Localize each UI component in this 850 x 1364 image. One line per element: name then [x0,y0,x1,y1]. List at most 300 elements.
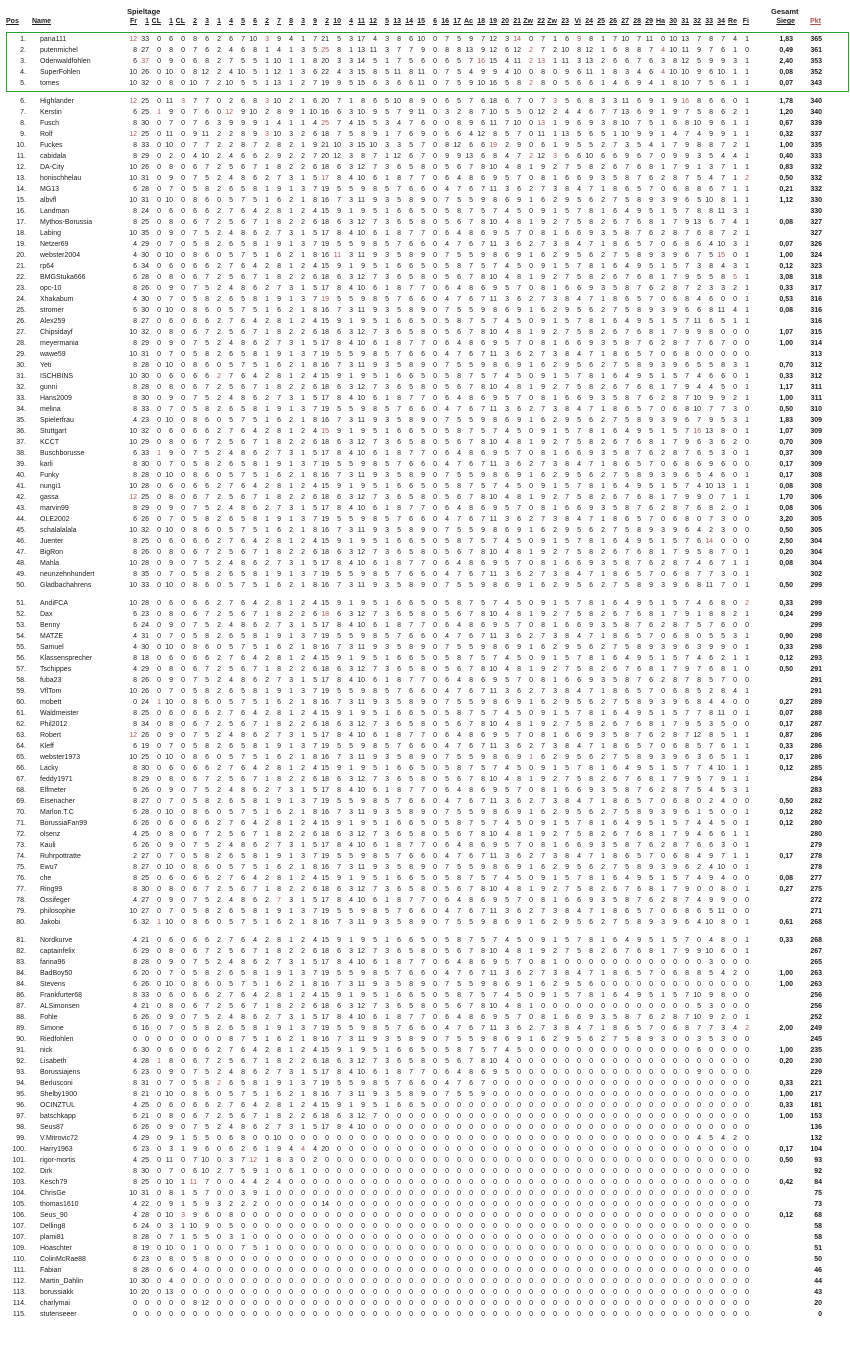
matchday-value-cell: 5 [673,373,677,380]
matchday-value-cell: 5 [445,776,449,783]
matchday-value-cell: 4 [625,875,629,882]
matchday-value-cell: 9 [673,919,677,926]
matchday-value-cell: 0 [745,47,749,54]
matchday-value-cell: 0 [181,571,185,578]
pkt-cell: 361 [810,47,822,54]
matchday-value-cell: 9 [589,897,593,904]
matchday-value-cell: 5 [457,644,461,651]
matchday-value-cell: 1 [385,787,389,794]
matchday-value-cell: 9 [685,721,689,728]
matchday-value-cell: 5 [337,688,341,695]
matchday-value-cell: 5 [337,36,341,43]
matchday-value-cell: 0 [181,329,185,336]
pos-cell: 17. [16,219,26,226]
matchday-value-cell: 7 [445,197,449,204]
matchday-value-cell: 7 [565,549,569,556]
matchday-value-cell: 8 [133,571,137,578]
matchday-value-cell: 6 [169,373,173,380]
matchday-value-cell: 7 [625,549,629,556]
matchday-value-cell: 4 [229,285,233,292]
matchday-value-cell: 2 [661,560,665,567]
matchday-value-cell: 7 [541,47,545,54]
matchday-value-cell: 0 [745,677,749,684]
matchday-value-cell: 32 [141,428,149,435]
player-name: Ossifeger [40,897,70,904]
matchday-value-cell: 7 [469,875,473,882]
matchday-value-cell: 6 [637,721,641,728]
matchday-value-cell: 3 [385,47,389,54]
matchday-value-cell: 3 [385,80,389,87]
matchday-value-cell: 8 [673,787,677,794]
matchday-value-cell: 8 [373,186,377,193]
matchday-value-cell: 6 [193,831,197,838]
matchday-value-cell: 4 [313,483,317,490]
matchday-value-cell: 5 [565,875,569,882]
matchday-value-cell: 7 [313,688,317,695]
matchday-value-cell: 9 [589,732,593,739]
matchday-value-cell: 7 [721,582,725,589]
matchday-value-cell: 7 [565,274,569,281]
matchday-value-cell: 1 [265,549,269,556]
matchday-value-cell: 6 [685,417,689,424]
matchday-value-cell: 9 [169,109,173,116]
matchday-value-cell: 5 [205,230,209,237]
matchday-value-cell: 8 [673,450,677,457]
matchday-value-cell: 6 [469,186,473,193]
matchday-value-cell: 4 [709,937,713,944]
matchday-value-cell: 7 [565,721,569,728]
matchday-value-cell: 1 [265,1003,269,1010]
matchday-column-header-19: 4 [349,18,353,25]
matchday-value-cell: 8 [193,197,197,204]
matchday-value-cell: 6 [613,831,617,838]
matchday-value-cell: 6 [133,743,137,750]
matchday-value-cell: 23 [141,417,149,424]
pkt-cell: 340 [810,109,822,116]
matchday-value-cell: 6 [589,582,593,589]
matchday-value-cell: 5 [709,274,713,281]
matchday-value-cell: 2 [217,69,221,76]
matchday-value-cell: 9 [637,131,641,138]
matchday-value-cell: 6 [397,937,401,944]
matchday-value-cell: 0 [733,98,737,105]
matchday-value-cell: 1 [385,710,389,717]
matchday-value-cell: 7 [721,219,725,226]
matchday-value-cell: 0 [181,142,185,149]
matchday-value-cell: 6 [589,307,593,314]
matchday-value-cell: 6 [445,131,449,138]
matchday-value-cell: 6 [589,809,593,816]
matchday-value-cell: 5 [469,809,473,816]
matchday-value-cell: 0 [157,831,161,838]
matchday-value-cell: 7 [397,58,401,65]
matchday-value-cell: 4 [577,688,581,695]
pos-cell: 27. [16,329,26,336]
matchday-value-cell: 5 [397,417,401,424]
matchday-value-cell: 5 [397,644,401,651]
matchday-value-cell: 6 [577,622,581,629]
matchday-value-cell: 8 [469,285,473,292]
matchday-value-cell: 7 [229,58,233,65]
matchday-value-cell: 7 [649,908,653,915]
matchday-value-cell: 0 [157,36,161,43]
matchday-value-cell: 6 [589,864,593,871]
matchday-value-cell: 29 [141,948,149,955]
matchday-value-cell: 5 [337,351,341,358]
matchday-value-cell: 7 [721,494,725,501]
matchday-value-cell: 1 [529,948,533,955]
matchday-value-cell: 9 [373,252,377,259]
matchday-value-cell: 9 [577,36,581,43]
matchday-value-cell: 10 [489,219,497,226]
matchday-value-cell: 9 [361,970,365,977]
matchday-value-cell: 2 [265,992,269,999]
siege-cell: 1,17 [779,384,793,391]
matchday-value-cell: 2 [601,164,605,171]
matchday-value-cell: 5 [481,937,485,944]
matchday-value-cell: 4 [577,109,581,116]
matchday-value-cell: 7 [277,175,281,182]
matchday-value-cell: 6 [337,721,341,728]
matchday-value-cell: 9 [169,897,173,904]
matchday-value-cell: 1 [733,131,737,138]
matchday-value-cell: 5 [649,208,653,215]
matchday-value-cell: 5 [709,80,713,87]
matchday-value-cell: 9 [637,655,641,662]
matchday-value-cell: 5 [565,80,569,87]
matchday-value-cell: 3 [721,842,725,849]
matchday-value-cell: 8 [241,230,245,237]
matchday-value-cell: 9 [649,98,653,105]
matchday-value-cell: 7 [685,505,689,512]
matchday-value-cell: 0 [181,516,185,523]
matchday-value-cell: 5 [445,329,449,336]
matchday-value-cell: 7 [445,699,449,706]
matchday-value-cell: 8 [457,600,461,607]
matchday-value-cell: 9 [541,875,545,882]
matchday-value-cell: 0 [217,754,221,761]
matchday-value-cell: 18 [321,439,329,446]
matchday-value-cell: 2 [529,743,533,750]
matchday-value-cell: 5 [517,600,521,607]
matchday-value-cell: 9 [421,47,425,54]
matchday-value-cell: 8 [613,461,617,468]
matchday-value-cell: 7 [409,285,413,292]
matchday-value-cell: 3 [553,296,557,303]
matchday-value-cell: 5 [193,743,197,750]
matchday-value-cell: 2 [601,864,605,871]
matchday-value-cell: 10 [693,992,701,999]
matchday-value-cell: 4 [229,787,233,794]
matchday-value-cell: 4 [253,710,257,717]
matchday-value-cell: 7 [469,655,473,662]
matchday-value-cell: 8 [697,98,701,105]
matchday-value-cell: 7 [589,241,593,248]
matchday-value-cell: 7 [637,230,641,237]
matchday-value-cell: 0 [661,36,665,43]
matchday-value-cell: 0 [157,164,161,171]
matchday-value-cell: 7 [421,560,425,567]
matchday-value-cell: 3 [349,58,353,65]
matchday-value-cell: 1 [349,428,353,435]
matchday-value-cell: 6 [277,919,281,926]
matchday-value-cell: 5 [721,820,725,827]
matchday-value-cell: 7 [205,219,209,226]
matchday-value-cell: 5 [349,516,353,523]
matchday-value-cell: 5 [481,428,485,435]
matchday-value-cell: 7 [541,633,545,640]
matchday-value-cell: 8 [373,516,377,523]
matchday-value-cell: 6 [253,842,257,849]
matchday-value-cell: 0 [433,307,437,314]
matchday-value-cell: 0 [661,571,665,578]
matchday-value-cell: 1 [265,743,269,750]
matchday-value-cell: 6 [313,164,317,171]
matchday-value-cell: 12 [357,886,365,893]
matchday-value-cell: 6 [697,842,701,849]
matchday-value-cell: 0 [157,754,161,761]
matchday-value-cell: 25 [141,754,149,761]
matchday-value-cell: 5 [445,710,449,717]
matchday-value-cell: 0 [745,981,749,988]
matchday-value-cell: 2 [301,329,305,336]
matchday-value-cell: 6 [565,842,569,849]
matchday-value-cell: 4 [349,285,353,292]
matchday-value-cell: 0 [433,428,437,435]
matchday-value-cell: 6 [205,483,209,490]
matchday-value-cell: 7 [397,47,401,54]
matchday-value-cell: 7 [625,384,629,391]
matchday-value-cell: 19 [321,406,329,413]
matchday-value-cell: 6 [589,252,593,259]
matchday-value-cell: 19 [321,461,329,468]
matchday-value-cell: 29 [141,776,149,783]
matchday-value-cell: 0 [217,919,221,926]
matchday-value-cell: 1 [301,787,305,794]
matchday-value-cell: 10 [165,754,173,761]
matchday-value-cell: 8 [133,992,137,999]
siege-cell: 1,12 [779,197,793,204]
matchday-value-cell: 0 [529,109,533,116]
matchday-value-cell: 6 [565,285,569,292]
matchday-value-cell: 6 [241,483,245,490]
matchday-value-cell: 6 [397,666,401,673]
matchday-value-cell: 9 [361,908,365,915]
matchday-value-cell: 6 [505,47,509,54]
matchday-value-cell: 3 [349,527,353,534]
matchday-value-cell: 7 [313,461,317,468]
matchday-value-cell: 4 [697,483,701,490]
matchday-value-cell: 4 [313,120,317,127]
matchday-value-cell: 5 [313,842,317,849]
player-name: feddy1971 [40,776,73,783]
siege-cell: 0,07 [779,80,793,87]
matchday-value-cell: 6 [469,516,473,523]
matchday-value-cell: 6 [409,351,413,358]
matchday-value-cell: 5 [565,538,569,545]
matchday-value-cell: 3 [553,351,557,358]
matchday-value-cell: 0 [589,959,593,966]
matchday-value-cell: 5 [205,842,209,849]
matchday-value-cell: 2 [529,58,533,65]
pkt-cell: 263 [810,981,822,988]
matchday-value-cell: 5 [241,296,245,303]
matchday-value-cell: 10 [417,36,425,43]
matchday-value-cell: 1 [601,875,605,882]
matchday-value-cell: 21 [321,142,329,149]
matchday-value-cell: 6 [253,677,257,684]
matchday-value-cell: 0 [157,131,161,138]
matchday-value-cell: 8 [721,688,725,695]
matchday-value-cell: 2 [745,600,749,607]
matchday-value-cell: 9 [277,970,281,977]
matchday-value-cell: 6 [541,919,545,926]
matchday-value-cell: 8 [313,809,317,816]
matchday-value-cell: 5 [565,428,569,435]
matchday-value-cell: 6 [577,285,581,292]
matchday-value-cell: 5 [313,47,317,54]
matchday-value-cell: 6 [409,600,413,607]
matchday-value-cell: 20 [321,98,329,105]
matchday-value-cell: 26 [141,842,149,849]
matchday-value-cell: 5 [481,483,485,490]
matchday-value-cell: 5 [457,69,461,76]
matchday-value-cell: 7 [649,688,653,695]
matchday-value-cell: 2 [553,417,557,424]
matchday-value-cell: 7 [577,483,581,490]
matchday-value-cell: 9 [649,809,653,816]
matchday-value-cell: 0 [181,252,185,259]
matchday-value-cell: 8 [169,80,173,87]
matchday-value-cell: 5 [229,611,233,618]
matchday-value-cell: 7 [673,384,677,391]
matchday-value-cell: 18 [321,329,329,336]
pos-cell: 58. [16,677,26,684]
matchday-value-cell: 6 [337,274,341,281]
matchday-value-cell: 6 [397,439,401,446]
matchday-value-cell: 6 [253,732,257,739]
matchday-value-cell: 7 [517,959,521,966]
matchday-value-cell: 6 [205,981,209,988]
matchday-value-cell: 1 [301,252,305,259]
matchday-value-cell: 8 [493,582,497,589]
matchday-value-cell: 4 [457,677,461,684]
matchday-value-cell: 0 [721,959,725,966]
matchday-value-cell: 9 [481,754,485,761]
matchday-value-cell: 5 [193,970,197,977]
matchday-value-cell: 6 [469,241,473,248]
matchday-value-cell: 6 [313,1003,317,1010]
matchday-value-cell: 9 [373,131,377,138]
matchday-value-cell: 1 [289,633,293,640]
matchday-value-cell: 1 [553,875,557,882]
matchday-value-cell: 0 [529,263,533,270]
matchday-value-cell: 8 [241,340,245,347]
pkt-cell: 309 [810,450,822,457]
matchday-value-cell: 3 [721,285,725,292]
matchday-value-cell: 5 [385,461,389,468]
matchday-value-cell: 5 [229,981,233,988]
matchday-value-cell: 9 [169,505,173,512]
matchday-value-cell: 6 [241,263,245,270]
matchday-value-cell: 7 [205,549,209,556]
matchday-value-cell: 9 [361,373,365,380]
matchday-value-cell: 6 [193,494,197,501]
matchday-value-cell: 8 [625,897,629,904]
matchday-value-cell: 3 [385,699,389,706]
matchday-value-cell: 7 [457,688,461,695]
matchday-value-cell: 8 [589,611,593,618]
matchday-value-cell: 2 [553,494,557,501]
matchday-value-cell: 9 [565,919,569,926]
matchday-value-cell: 6 [637,153,641,160]
matchday-value-cell: 0 [181,549,185,556]
matchday-value-cell: 10 [129,69,137,76]
matchday-value-cell: 7 [337,307,341,314]
matchday-value-cell: 4 [697,897,701,904]
matchday-value-cell: 6 [205,765,209,772]
matchday-value-cell: 8 [457,120,461,127]
matchday-value-cell: 8 [469,677,473,684]
matchday-value-cell: 2 [553,439,557,446]
matchday-value-cell: 31 [141,351,149,358]
matchday-value-cell: 0 [157,992,161,999]
matchday-value-cell: 8 [277,263,281,270]
matchday-value-cell: 5 [337,186,341,193]
matchday-value-cell: 5 [697,109,701,116]
matchday-value-cell: 8 [613,743,617,750]
matchday-value-cell: 9 [169,959,173,966]
matchday-value-cell: 1 [529,981,533,988]
matchday-value-cell: 1 [265,329,269,336]
table-row [5,294,850,305]
matchday-value-cell: 6 [169,937,173,944]
matchday-value-cell: 9 [361,743,365,750]
pkt-cell: 293 [810,655,822,662]
matchday-value-cell: 8 [409,754,413,761]
matchday-value-cell: 0 [157,571,161,578]
matchday-value-cell: 3 [385,142,389,149]
matchday-value-cell: 6 [577,732,581,739]
matchday-value-cell: 6 [565,340,569,347]
matchday-value-cell: 1 [289,241,293,248]
matchday-value-cell: 7 [445,80,449,87]
matchday-value-cell: 5 [673,428,677,435]
matchday-value-cell: 6 [685,527,689,534]
matchday-value-cell: 2 [217,373,221,380]
matchday-value-cell: 9 [373,864,377,871]
matchday-value-cell: 6 [169,765,173,772]
matchday-value-cell: 4 [349,560,353,567]
matchday-value-cell: 6 [241,318,245,325]
matchday-value-cell: 9 [361,710,365,717]
matchday-column-header-39: 24 [585,18,593,25]
matchday-value-cell: 1 [553,959,557,966]
matchday-value-cell: 5 [421,208,425,215]
matchday-value-cell: 7 [373,153,377,160]
matchday-value-cell: 7 [673,886,677,893]
matchday-value-cell: 6 [625,853,629,860]
matchday-value-cell: 2 [217,776,221,783]
matchday-value-cell: 9 [517,472,521,479]
matchday-value-cell: 9 [493,959,497,966]
matchday-value-cell: 2 [301,373,305,380]
matchday-value-cell: 8 [373,688,377,695]
player-name: fuba23 [40,677,62,684]
matchday-value-cell: 0 [733,677,737,684]
matchday-value-cell: 6 [577,120,581,127]
pkt-cell: 352 [810,69,822,76]
